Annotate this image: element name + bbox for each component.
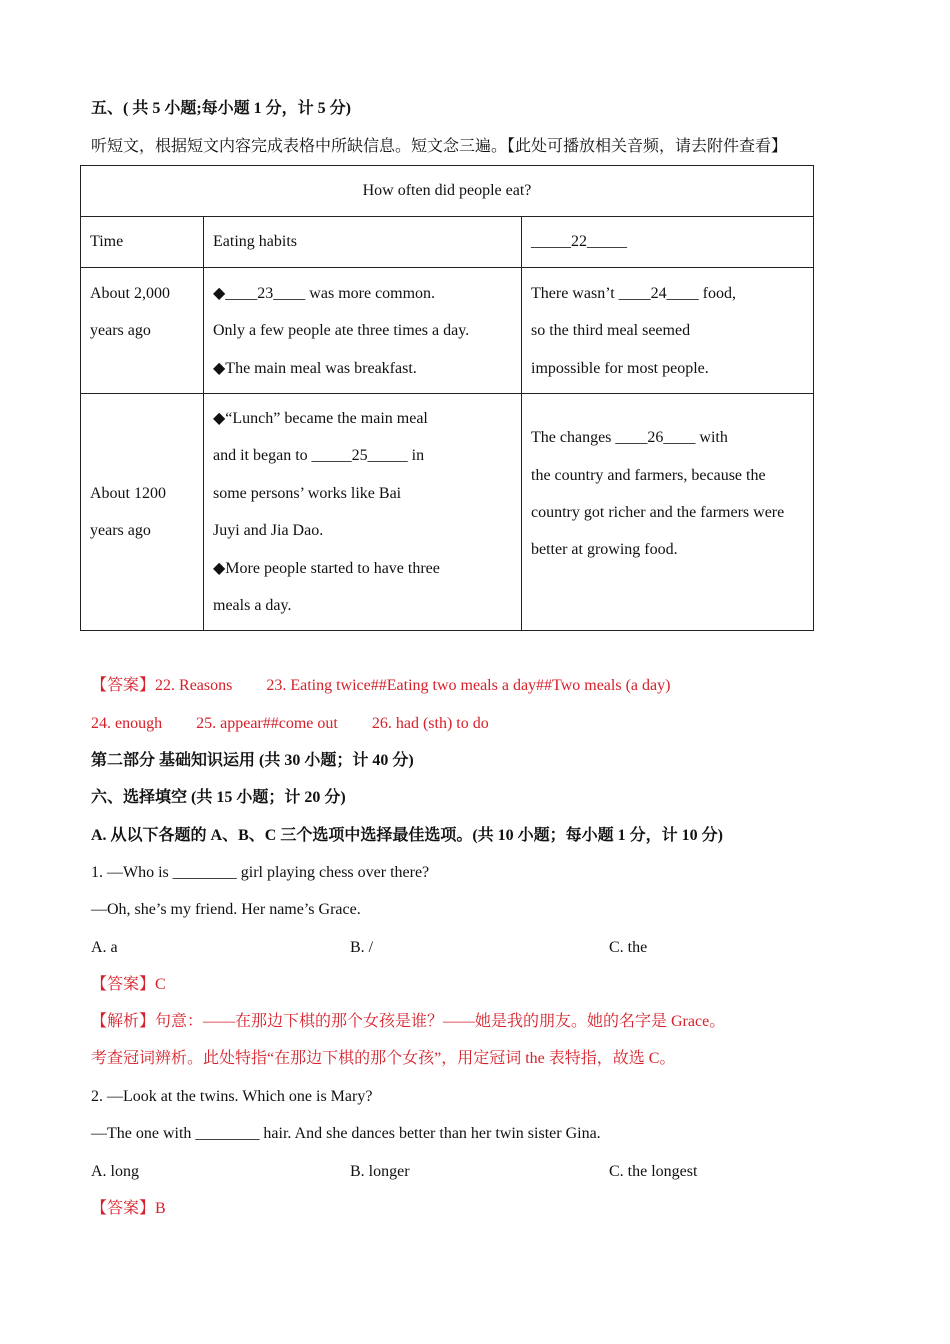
row1-reason: There wasn’t ____24____ food, so the third meal seemed impossible for most people. <box>522 268 814 394</box>
answers5-line1: 【答案】22. Reasons 23. Eating twice##Eating two meals a day##Two meals (a day) <box>91 677 671 694</box>
answer-label: 【答案】 <box>91 677 156 694</box>
q2-option-a: A. long <box>91 1163 139 1180</box>
q1-option-b: B. / <box>350 939 374 956</box>
section6-sub-a: A. 从以下各题的 A、B、C 三个选项中选择最佳选项。(共 10 小题；每小题 1 分，计 10 分) <box>91 827 723 844</box>
answers5-line2: 24. enough 25. appear##come out 26. had (sth) to do <box>91 715 489 732</box>
row1-time: About 2,000 years ago <box>81 268 204 394</box>
row2-reason: The changes ____26____ with the country and farmers, because the country got richer and the farmers were better at growing food. <box>522 394 814 631</box>
section5-instruction: 听短文，根据短文内容完成表格中所缺信息。短文念三遍。【此处可播放相关音频，请去附件查看】 <box>91 138 788 155</box>
header-eating-habits: Eating habits <box>204 217 522 268</box>
q2-option-b: B. longer <box>350 1163 410 1180</box>
eating-habits-table <box>80 165 814 631</box>
q1-option-a: A. a <box>91 939 118 956</box>
q1-line1: 1. —Who is ________ girl playing chess over there? <box>91 864 430 881</box>
q2-line2: —The one with ________ hair. And she dances better than her twin sister Gina. <box>91 1125 601 1142</box>
part2-heading: 第二部分 基础知识运用 (共 30 小题；计 40 分) <box>91 752 414 769</box>
header-time: Time <box>81 217 204 268</box>
table-row <box>81 268 814 394</box>
row1-habits: ◆____23____ was more common. Only a few people ate three times a day. ◆The main meal was breakfast. <box>204 268 522 394</box>
q2-option-c: C. the longest <box>609 1163 698 1180</box>
q1-analysis-line1: 【解析】句意：——在那边下棋的那个女孩是谁？——她是我的朋友。她的名字是 Grace。 <box>91 1013 726 1030</box>
header-blank-22: _____22_____ <box>522 217 814 268</box>
q1-answer: 【答案】C <box>91 976 166 993</box>
table-row <box>81 394 814 631</box>
section6-heading: 六、选择填空 (共 15 小题；计 20 分) <box>91 789 346 806</box>
q1-option-c: C. the <box>609 939 648 956</box>
q1-line2: —Oh, she’s my friend. Her name’s Grace. <box>91 901 361 918</box>
row2-time: About 1200 years ago <box>81 394 204 631</box>
q2-answer: 【答案】B <box>91 1200 166 1217</box>
q2-line1: 2. —Look at the twins. Which one is Mary? <box>91 1088 373 1105</box>
q1-analysis-line2: 考查冠词辨析。此处特指“在那边下棋的那个女孩”，用定冠词 the 表特指，故选 C。 <box>91 1050 676 1067</box>
row2-habits: ◆“Lunch” became the main meal and it began to _____25_____ in some persons’ works like Bai Juyi and Jia Dao. ◆More people started to have three meals a day. <box>204 394 522 631</box>
section5-heading: 五、( 共 5 小题;每小题 1 分，计 5 分) <box>91 100 351 117</box>
table-title: How often did people eat? <box>81 166 814 217</box>
